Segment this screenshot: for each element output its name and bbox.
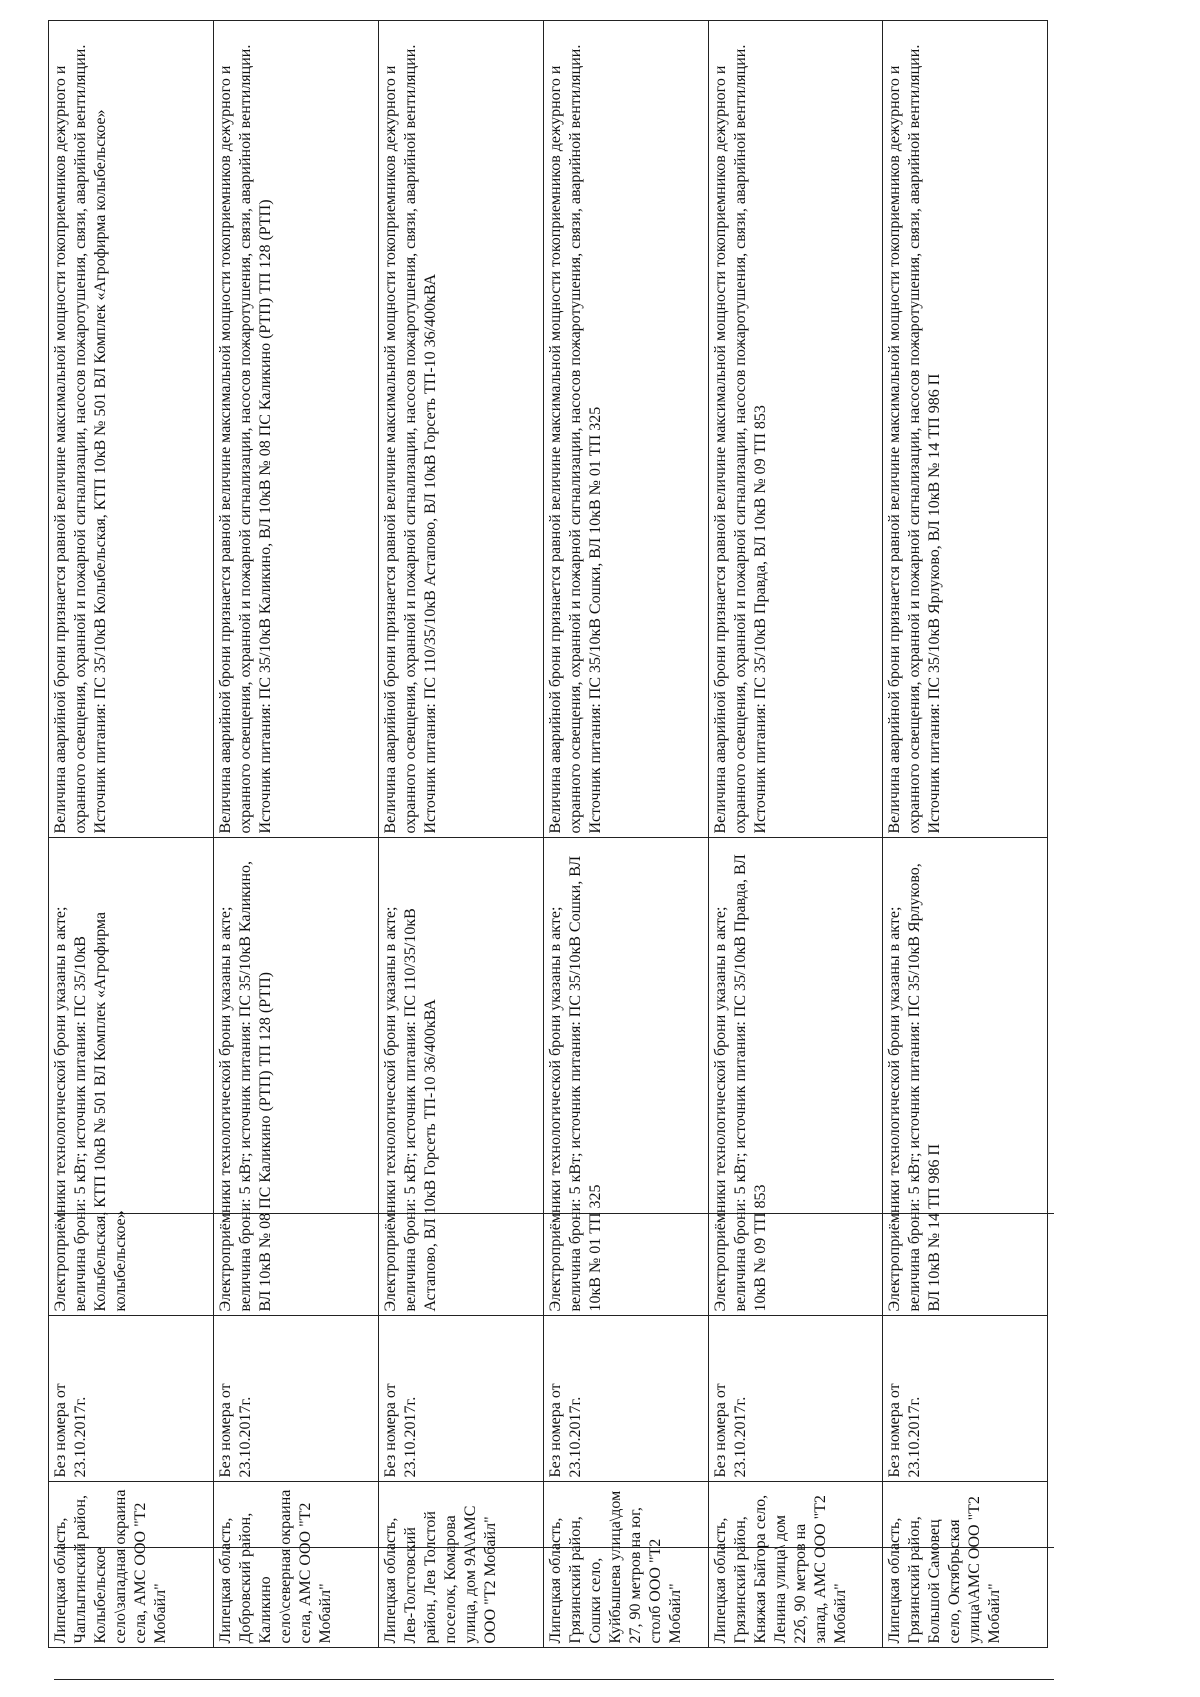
tech-reserve-cell: Электроприёмники технологической брони указаны в акте; величина брони: 5 кВт; источник питания: ПС 35/10кВ Каликино, ВЛ 10кВ № 08 ПС Каликино (РТП) ТП 128 (РТП): [214, 838, 379, 1316]
tech-reserve-cell: Электроприёмники технологической брони указаны в акте; величина брони: 5 кВт; источник питания: ПС 35/10кВ Колыбельская, КТП 10кВ № 501 ВЛ Комплек «Агрофирма колыбельское»: [49, 838, 214, 1316]
emergency-reserve-cell: Величина аварийной брони признается равной величине максимальной мощности токоприемников дежурного и охранного освещения, охранной и пожарной сигнализации, насосов пожаротушения, связи, аварийной вентиляции. Источник питания: ПС 35/10кВ Сошки, ВЛ 10кВ № 01 ТП 325: [544, 21, 709, 838]
emergency-reserve-cell: Величина аварийной брони признается равной величине максимальной мощности токоприемников дежурного и охранного освещения, охранной и пожарной сигнализации, насосов пожаротушения, связи, аварийной вентиляции. Источник питания: ПС 35/10кВ Правда, ВЛ 10кВ № 09 ТП 853: [709, 21, 882, 838]
rotated-page: [48, 15, 1060, 1680]
table-row: [882, 21, 1047, 1666]
address-cell: Липецкая область, Грязинский район, Сошки село, Куйбышева улица\дом 27, 90 метров на юг, столб ООО "Т2 Мобайл": [544, 1482, 709, 1648]
tech-reserve-cell: Электроприёмники технологической брони указаны в акте; величина брони: 5 кВт; источник питания: ПС 35/10кВ Ярлуково, ВЛ 10кВ № 14 ТП 986 П: [882, 838, 1047, 1316]
act-cell: Без номера от 23.10.2017г.: [544, 1316, 709, 1482]
emergency-reserve-cell: Величина аварийной брони признается равной величине максимальной мощности токоприемников дежурного и охранного освещения, охранной и пожарной сигнализации, насосов пожаротушения, связи, аварийной вентиляции. Источник питания: ПС 110/35/10кВ Астапово, ВЛ 10кВ Горсеть ТП-10 36/400кВА: [379, 21, 544, 838]
tech-reserve-cell: Электроприёмники технологической брони указаны в акте; величина брони: 5 кВт; источник питания: ПС 110/35/10кВ Астапово, ВЛ 10кВ Горсеть ТП-10 36/400кВА: [379, 838, 544, 1316]
table-row: [709, 21, 882, 1666]
reserve-table: [48, 21, 1048, 1667]
table-row: [379, 21, 544, 1666]
emergency-reserve-cell: Величина аварийной брони признается равной величине максимальной мощности токоприемников дежурного и охранного освещения, охранной и пожарной сигнализации, насосов пожаротушения, связи, аварийной вентиляции. Источник питания: ПС 35/10кВ Каликино, ВЛ 10кВ № 08 ПС Каликино (РТП) ТП 128 (РТП): [214, 21, 379, 838]
empty-cell: [214, 1648, 379, 1666]
tech-reserve-cell: Электроприёмники технологической брони указаны в акте; величина брони: 5 кВт; источник питания: ПС 35/10кВ Сошки, ВЛ 10кВ № 01 ТП 325: [544, 838, 709, 1316]
address-cell: Липецкая область, Чаплыгинский район, Колыбельское село\западная окраина села, АМС ООО "Т2 Мобайл": [49, 1482, 214, 1648]
act-cell: Без номера от 23.10.2017г.: [214, 1316, 379, 1482]
address-cell: Липецкая область, Грязинский район, Большой Самовец село, Октябрьская улица\АМС ООО "Т2 Мобайл": [882, 1482, 1047, 1648]
emergency-reserve-cell: Величина аварийной брони признается равной величине максимальной мощности токоприемников дежурного и охранного освещения, охранной и пожарной сигнализации, насосов пожаротушения, связи, аварийной вентиляции. Источник питания: ПС 35/10кВ Колыбельская, КТП 10кВ № 501 ВЛ Комплек «Агрофирма колыбельское»: [49, 21, 214, 838]
table-row: [214, 21, 379, 1666]
act-cell: Без номера от 23.10.2017г.: [379, 1316, 544, 1482]
emergency-reserve-cell: Величина аварийной брони признается равной величине максимальной мощности токоприемников дежурного и охранного освещения, охранной и пожарной сигнализации, насосов пожаротушения, связи, аварийной вентиляции. Источник питания: ПС 35/10кВ Ярлуково, ВЛ 10кВ № 14 ТП 986 П: [882, 21, 1047, 838]
address-cell: Липецкая область, Грязинский район, Княжая Байгора село, Ленина улица\ дом 22б, 90 метров на запад, АМС ООО "Т2 Мобайл": [709, 1482, 882, 1648]
act-cell: Без номера от 23.10.2017г.: [49, 1316, 214, 1482]
act-cell: Без номера от 23.10.2017г.: [882, 1316, 1047, 1482]
empty-cell: [49, 1648, 214, 1666]
table-margin-rule: [54, 1679, 1054, 1680]
tech-reserve-cell: Электроприёмники технологической брони указаны в акте; величина брони: 5 кВт; источник питания: ПС 35/10кВ Правда, ВЛ 10кВ № 09 ТП 853: [709, 838, 882, 1316]
act-cell: Без номера от 23.10.2017г.: [709, 1316, 882, 1482]
address-cell: Липецкая область, Лев-Толстовский район, Лев Толстой поселок, Комарова улица, дом 9А\АМС ООО "Т2 Мобайл": [379, 1482, 544, 1648]
table-row: [544, 21, 709, 1666]
empty-cell: [882, 1648, 1047, 1666]
empty-cell: [544, 1648, 709, 1666]
address-cell: Липецкая область, Добровский район, Каликино село\северная окраина села, АМС ООО "Т2 Мобайл": [214, 1482, 379, 1648]
empty-cell: [709, 1648, 882, 1666]
empty-cell: [379, 1648, 544, 1666]
table-row: [49, 21, 214, 1666]
